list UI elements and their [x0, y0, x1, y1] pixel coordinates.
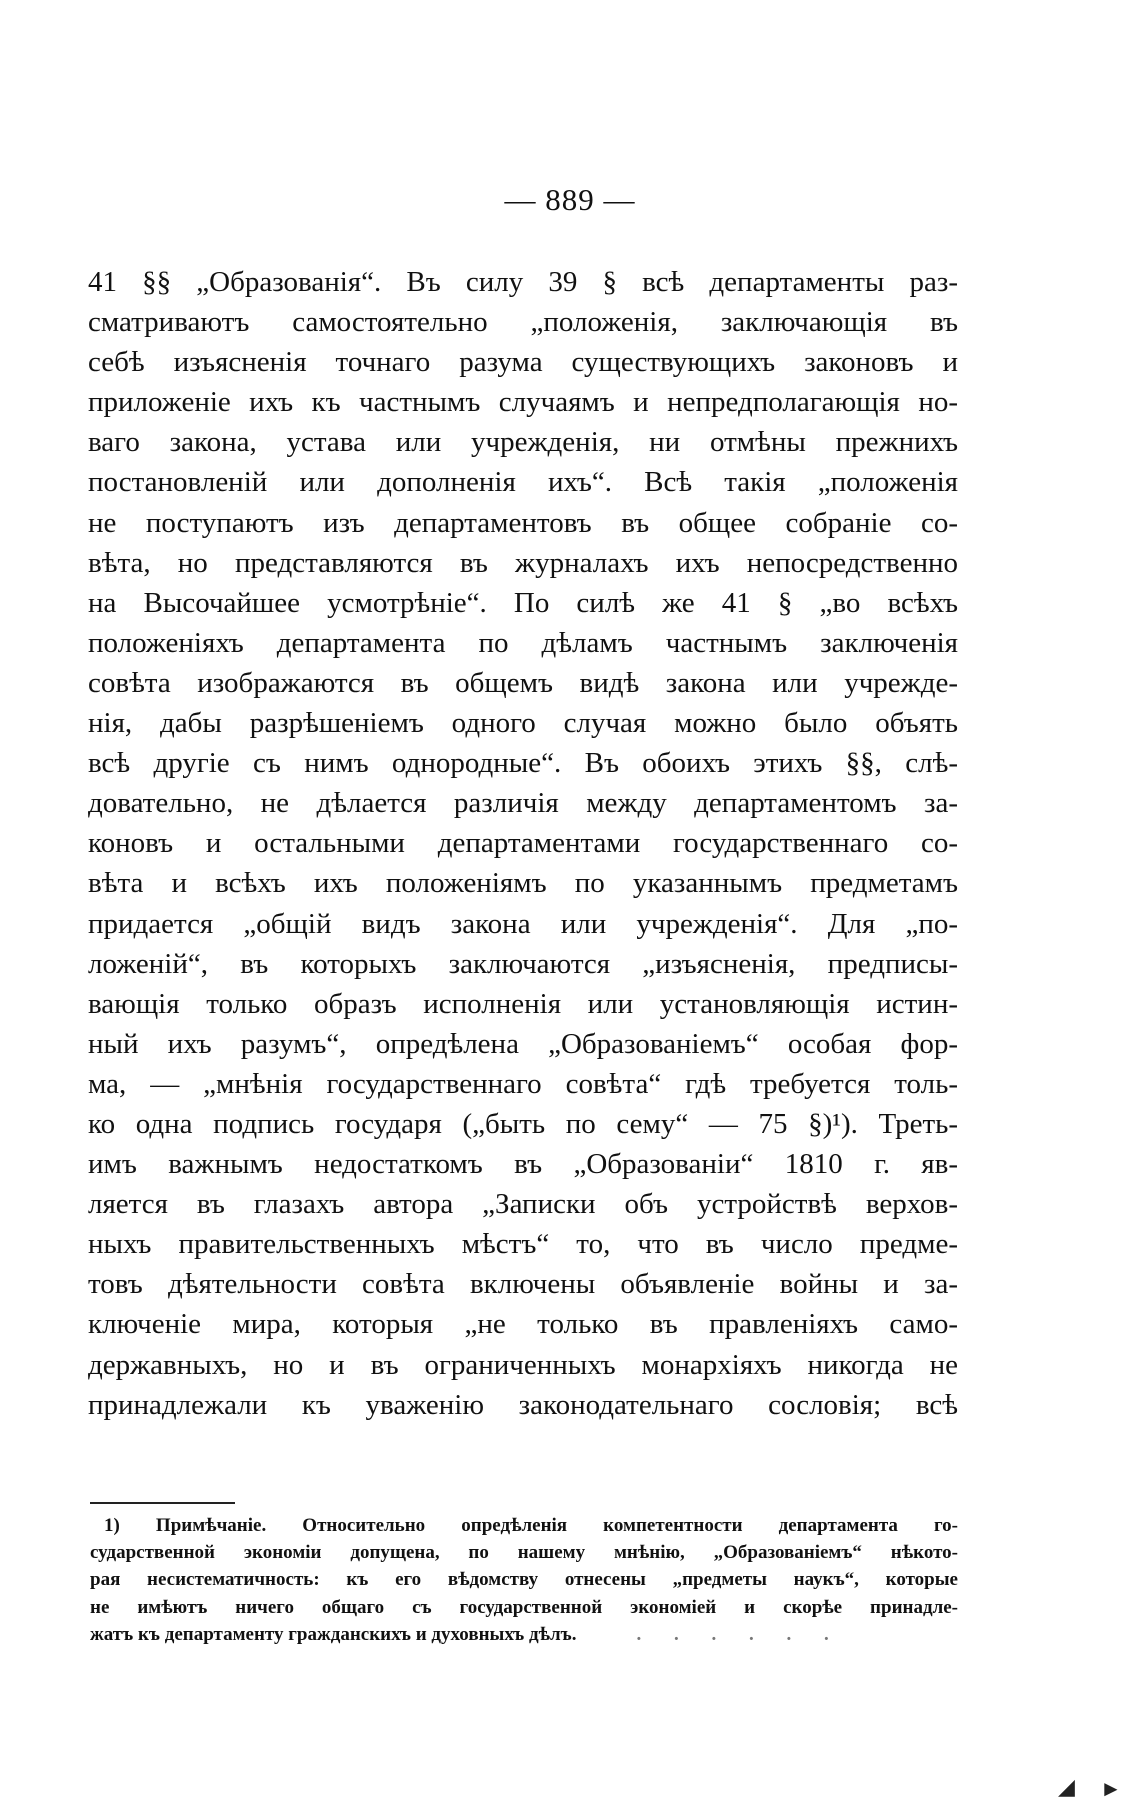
text-line: ко одна подпись государя („быть по сему“ — 75 §)¹). Треть-: [88, 1107, 958, 1140]
text-line: вѣта и всѣхъ ихъ положеніямъ по указаннымъ предметамъ: [88, 867, 958, 900]
text-line: всѣ другіе съ нимъ однородные“. Въ обоихъ этихъ §§, слѣ-: [88, 747, 958, 780]
text-line: на Высочайшее усмотрѣніе“. По силѣ же 41 § „во всѣхъ: [88, 586, 958, 619]
main-text-block: [88, 262, 958, 1425]
page-edge-mark: ◢: [1058, 1774, 1075, 1799]
footnote-line-text: жатъ къ департаменту гражданскихъ и духовныхъ дѣлъ.: [90, 1623, 577, 1645]
text-line: придается „общій видъ закона или учрежденія“. Для „по-: [88, 907, 958, 940]
text-line: ляется въ глазахъ автора „Записки объ устройствѣ верхов-: [88, 1188, 958, 1221]
text-line: не поступаютъ изъ департаментовъ въ общее собраніе со-: [88, 506, 958, 539]
text-line: совѣта изображаются въ общемъ видѣ закона или учрежде-: [88, 666, 958, 699]
text-line: имъ важнымъ недостаткомъ въ „Образованіи“ 1810 г. яв-: [88, 1148, 958, 1181]
text-line: вающія только образъ исполненія или установляющія истин-: [88, 987, 958, 1020]
text-line: товъ дѣятельности совѣта включены объявленіе войны и за-: [88, 1268, 958, 1301]
footnote-trailing-dots: . . . . . .: [636, 1623, 843, 1645]
footnote-line: 1) Примѣчаніе. Относительно опредѣленія компетентности департамента го-: [104, 1515, 958, 1536]
text-line: вѣта, но представляются въ журналахъ ихъ непосредственно: [88, 546, 958, 579]
text-line: ма, — „мнѣнія государственнаго совѣта“ гдѣ требуется толь-: [88, 1067, 958, 1100]
text-line: нія, дабы разрѣшеніемъ одного случая можно было объять: [88, 707, 958, 740]
page-edge-arrow-icon: ►: [1100, 1776, 1122, 1801]
text-line: ныхъ правительственныхъ мѣстъ“ то, что въ число предме-: [88, 1228, 958, 1261]
text-line: сматриваютъ самостоятельно „положенія, заключающія въ: [88, 306, 958, 339]
footnote-line: не имѣютъ ничего общаго съ государственной экономіей и скорѣе принадле-: [90, 1596, 958, 1618]
footnote-divider: [90, 1502, 235, 1504]
text-line: приложеніе ихъ къ частнымъ случаямъ и непредполагающія но-: [88, 386, 958, 419]
text-line: положеніяхъ департамента по дѣламъ частнымъ заключенія: [88, 626, 958, 659]
footnote-line: сударственной экономіи допущена, по нашему мнѣнію, „Образованіемъ“ нѣкото-: [90, 1542, 958, 1564]
text-line: постановленій или дополненія ихъ“. Всѣ такія „положенія: [88, 466, 958, 499]
text-line: коновъ и остальными департаментами государственнаго со-: [88, 827, 958, 860]
text-line: себѣ изъясненія точнаго разума существующихъ законовъ и: [88, 346, 958, 379]
text-line: ваго закона, устава или учрежденія, ни отмѣны прежнихъ: [88, 426, 958, 459]
text-line: 41 §§ „Образованія“. Въ силу 39 § всѣ департаменты раз-: [88, 266, 958, 298]
footnote-line-last: [90, 1621, 958, 1648]
text-line: державныхъ, но и въ ограниченныхъ монархіяхъ никогда не: [88, 1348, 958, 1381]
text-line: принадлежали къ уваженію законодательнаго сословія; всѣ: [88, 1388, 958, 1421]
text-line: довательно, не дѣлается различія между департаментомъ за-: [88, 787, 958, 820]
page-number: — 889 —: [504, 182, 636, 217]
text-line: ложеній“, въ которыхъ заключаются „изъясненія, предписы-: [88, 947, 958, 980]
footnote-line: рая несистематичность: къ его вѣдомству отнесены „предметы наукъ“, которые: [90, 1569, 958, 1591]
text-line: ключеніе мира, которыя „не только въ правленіяхъ само-: [88, 1308, 958, 1341]
text-line: ный ихъ разумъ“, опредѣлена „Образованіемъ“ особая фор-: [88, 1027, 958, 1060]
footnote-block: [90, 1512, 958, 1648]
